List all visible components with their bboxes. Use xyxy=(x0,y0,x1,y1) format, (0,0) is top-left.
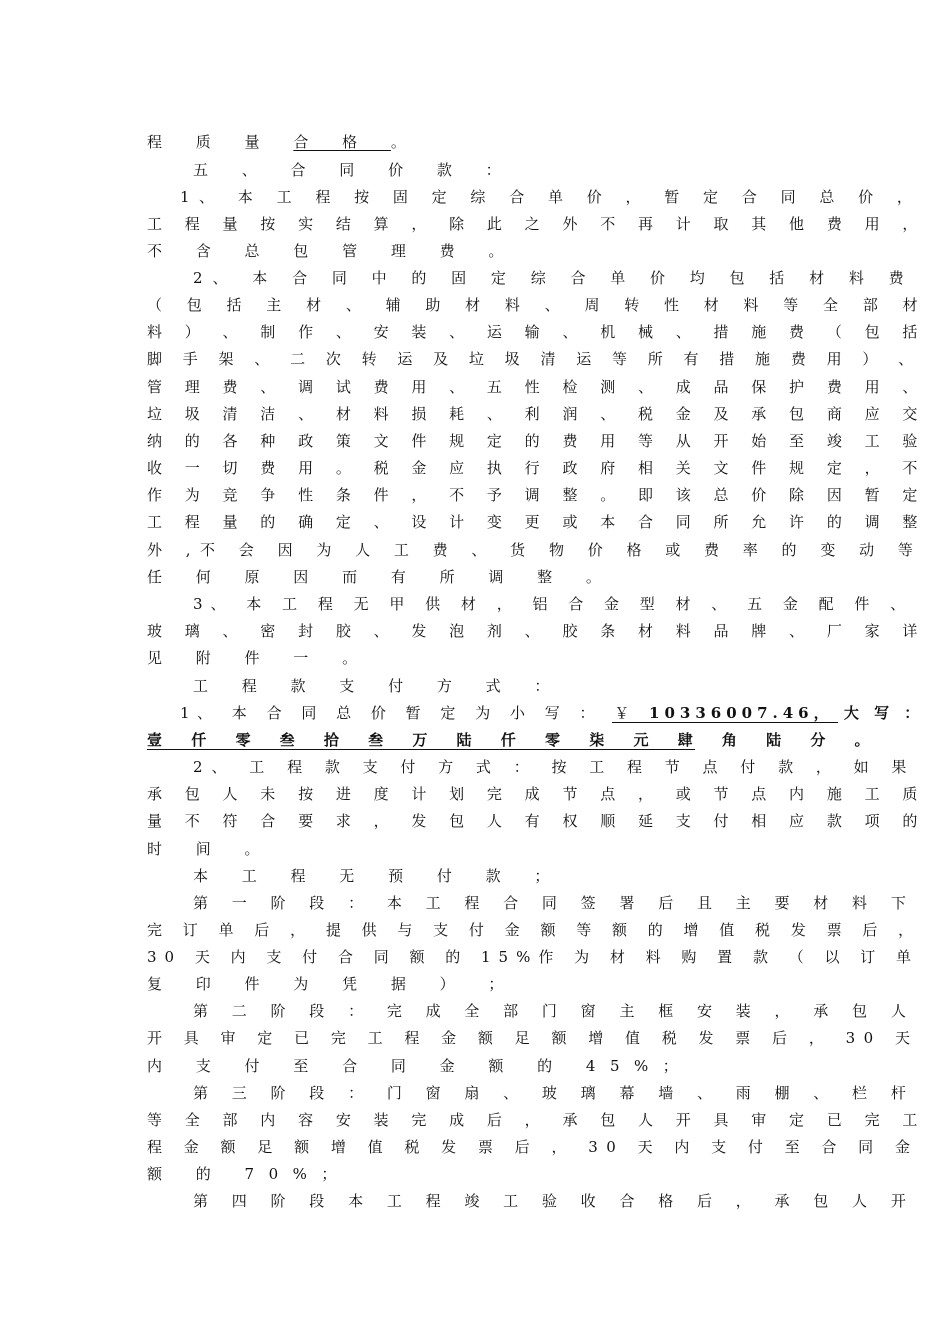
text-line: 料 ） 、 制 作 、 安 装 、 运 输 、 机 械 、 措 施 费 （ 包 括 xyxy=(147,323,927,341)
text-line: 时 间 。 xyxy=(147,840,275,858)
text-run: 1、 本 合 同 总 价 暂 定 为 小 写 ： ￥ xyxy=(180,704,650,722)
text-line: 本 工 程 无 预 付 款 ； xyxy=(193,867,564,885)
text-line: 程 金 额 足 额 增 值 税 发 票 后 ， 30 天 内 支 付 至 合 同 金 xyxy=(147,1138,919,1156)
amount-underline xyxy=(612,722,838,723)
text-line xyxy=(180,703,924,723)
text-line: 管 理 费 、 调 试 费 用 、 五 性 检 测 、 成 品 保 护 费 用 、 xyxy=(147,378,927,396)
text-line: 纳 的 各 种 政 策 文 件 规 定 的 费 用 等 从 开 始 至 竣 工 验 xyxy=(147,432,927,450)
text-line: 量 不 符 合 要 求 ， 发 包 人 有 权 顺 延 支 付 相 应 款 项 的 xyxy=(147,812,927,830)
section-heading: 五 、 合 同 价 款 ： xyxy=(193,161,516,179)
text-line: 第 四 阶 段 本 工 程 竣 工 验 收 合 格 后 ， 承 包 人 开 xyxy=(193,1192,916,1210)
text-line: 承 包 人 未 按 进 度 计 划 完 成 节 点 ， 或 节 点 内 施 工 质 xyxy=(147,785,927,803)
text-line: 作 为 竞 争 性 条 件 ， 不 予 调 整 。 即 该 总 价 除 因 暂 定 xyxy=(147,486,927,504)
text-line: 脚 手 架 、 二 次 转 运 及 垃 圾 清 运 等 所 有 措 施 费 用 ） 、 xyxy=(147,350,922,368)
text-line: 2、 工 程 款 支 付 方 式 ： 按 工 程 节 点 付 款 ， 如 果 xyxy=(193,758,916,776)
contract-amount: 10336007.46， 大 写 ： xyxy=(649,704,925,722)
text-line: 开 具 审 定 已 完 工 程 金 额 足 额 增 值 税 发 票 后 ， 30 天 xyxy=(147,1029,919,1047)
text-line: 30 天 内 支 付 合 同 额 的 15%作 为 材 料 购 置 款 （ 以 订 单 xyxy=(147,948,920,966)
text-line: 2、 本 合 同 中 的 固 定 综 合 单 价 均 包 括 材 料 费 xyxy=(193,269,914,287)
text-line: 第 一 阶 段 ： 本 工 程 合 同 签 署 后 且 主 要 材 料 下 xyxy=(193,894,916,912)
text-line: 第 二 阶 段 ： 完 成 全 部 门 窗 主 框 安 装 ， 承 包 人 xyxy=(193,1002,916,1020)
text-line: 额 的 70%； xyxy=(147,1165,351,1183)
amount-words-underline xyxy=(147,749,695,750)
text-line xyxy=(147,132,420,152)
text-line: 收 一 切 费 用 。 税 金 应 执 行 政 府 相 关 文 件 规 定 ， 不 xyxy=(147,459,927,477)
text-line: 3、 本 工 程 无 甲 供 材 ， 铝 合 金 型 材 、 五 金 配 件 、 xyxy=(193,595,914,613)
text-line: 第 三 阶 段 ： 门 窗 扇 、 玻 璃 幕 墙 、 雨 棚 、 栏 杆 xyxy=(193,1084,916,1102)
text-line: 1、 本 工 程 按 固 定 综 合 单 价 ， 暂 定 合 同 总 价 ， xyxy=(180,188,922,206)
text-line: （ 包 括 主 材 、 辅 助 材 料 、 周 转 性 材 料 等 全 部 材 xyxy=(147,296,928,314)
text-line: 见 附 件 一 。 xyxy=(147,649,372,667)
text-line: 内 支 付 至 合 同 金 额 的 45%； xyxy=(147,1057,693,1075)
text-line: 完 订 单 后 ， 提 供 与 支 付 金 额 等 额 的 增 值 税 发 票 后 ， xyxy=(147,921,922,939)
text-line: 垃 圾 清 洁 、 材 料 损 耗 、 利 润 、 税 金 及 承 包 商 应 交 xyxy=(147,405,927,423)
underlined-text: 合 格 xyxy=(293,133,391,151)
text-run: 程 质 量 xyxy=(147,133,294,151)
text-line: 任 何 原 因 而 有 所 调 整 。 xyxy=(147,568,616,586)
text-line: 外 ,不 会 因 为 人 工 费 、 货 物 价 格 或 费 率 的 变 动 等 xyxy=(147,541,923,559)
text-line: 工 程 量 按 实 结 算 ， 除 此 之 外 不 再 计 取 其 他 费 用 ， xyxy=(147,215,927,233)
text-line: 等 全 部 内 容 安 装 完 成 后 ， 承 包 人 开 具 审 定 已 完 工 xyxy=(147,1111,927,1129)
text-line: 玻 璃 、 密 封 胶 、 发 泡 剂 、 胶 条 材 料 品 牌 、 厂 家 详 xyxy=(147,622,927,640)
contract-amount-words: 壹 仟 零 叁 拾 叁 万 陆 仟 零 柒 元 肆 角 陆 分 。 xyxy=(147,731,882,749)
section-heading: 工 程 款 支 付 方 式 ： xyxy=(193,677,564,695)
text-line: 复 印 件 为 凭 据 ） ； xyxy=(147,975,518,993)
text-line: 不 含 总 包 管 理 费 。 xyxy=(147,242,518,260)
text-run: 。 xyxy=(390,133,421,151)
text-line: 工 程 量 的 确 定 、 设 计 变 更 或 本 合 同 所 允 许 的 调 整 xyxy=(147,513,927,531)
